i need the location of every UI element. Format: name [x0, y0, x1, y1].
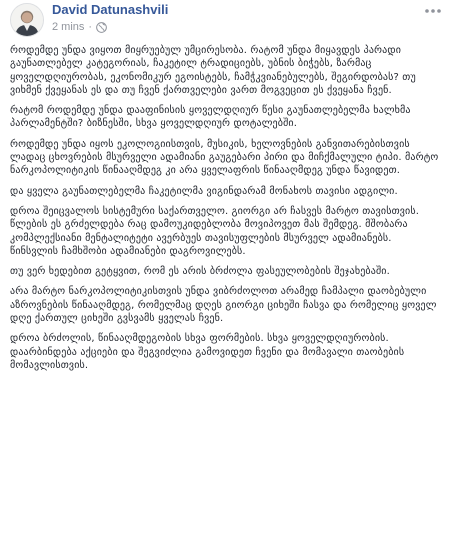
post-meta — [52, 20, 107, 34]
post-paragraph: როდემდე უნდა ვიყოთ მიყრუებულ უმცირესობა. რატომ უნდა მიყავდეს პარადი გაუნათლებელ კატეგორიას, ჩაკეტილ ტრადიციებს, უბნის ბიჭებს, ზარმაც ყოველდღიურობას, ეკონომიკურ ეგოისტებს, ჩამჭკვიანებულებს, შეგირდობას? თუ ვიხმენ ქვეყანას ეს და თუ ჩვენ ქართველები ვართ მოგვეცით ეს ქვეყანა ჩვენ. — [10, 45, 416, 96]
post-paragraph: თუ ვერ ხედებით გეტყვით, რომ ეს არის ბრძოლა ფასეულობების შეჯახებაში. — [10, 266, 390, 278]
globe-icon[interactable] — [96, 22, 107, 33]
post-paragraph: არა მარტო ნარკოპოლიტიკისთვის უნდა ვიბრძოლოთ არამედ ჩამპალი დაობებული აზროვნების წინააღმდეგ, რომელმაც დღეს გიორგი ციხეში ჩასვა და რომელიც ყოველ დღე ქართულ ციხეში გვსვამს ყველას ჩვენ. — [10, 286, 437, 325]
post-paragraph: რატომ როდემდე უნდა დააფინისის ყოველდღიურ წესი გაუნათლებელმა ხალხმა პარლამენტში? ბიზნესში, სხვა ყოველდღიურ დოტალებში. — [10, 105, 411, 130]
post-paragraph: დროა შეიცვალოს სისტემური საქართველო. გიორგი არ ჩასვეს მარტო თავისთვის. წლების ეს გრძელდება რაც დამოუკიდებლობა მოვიპოვეთ მას შემდეგ. მშობარა კომპლექსიანი მენტალიტეტი ავერბუეს თავისუფლების მსურველ ადამიანებს. წინსვლის ჩამხშობი ადამიანები დაგროვილებს. — [10, 205, 420, 257]
author-avatar[interactable] — [10, 3, 44, 37]
post-timestamp[interactable]: 2 mins — [52, 21, 85, 33]
meta-separator: · — [88, 21, 93, 33]
author-name[interactable]: David Datunashvili — [52, 2, 169, 17]
post-header — [0, 0, 450, 44]
more-options-icon[interactable] — [424, 4, 442, 18]
post-paragraph: და ყველა გაუნათლებელმა ჩაკეტილმა ვიგინდარამ მონახოს თავისი ადგილი. — [10, 185, 398, 197]
post-paragraph: დროა ბრძოლის, წინააღმდეგობის სხვა ფორმების. სხვა ყოველდღიურობის. დაარბინდება აქციები და შეგვიძლია გამოვიდეთ ჩვენი და მომავალი თაობების მომავლისთვის. — [10, 333, 405, 371]
profile-photo-icon — [11, 4, 43, 36]
post-body — [10, 44, 442, 379]
post-paragraph: როდემდე უნდა იყოს ეკოლოგიისთვის, მუსიკის, ხელოვნების განვითარებისთვის ლადაც ცხოვრების მსურველი ადამიანი გაუგებარი პირი და მიჩქმალული ტიპი. მარტო ნარკოპოლიტიკის წინააღმდეგ კი არა ყველაფრის წინააღმდეგ უნდა წავიდეთ. — [10, 138, 439, 177]
